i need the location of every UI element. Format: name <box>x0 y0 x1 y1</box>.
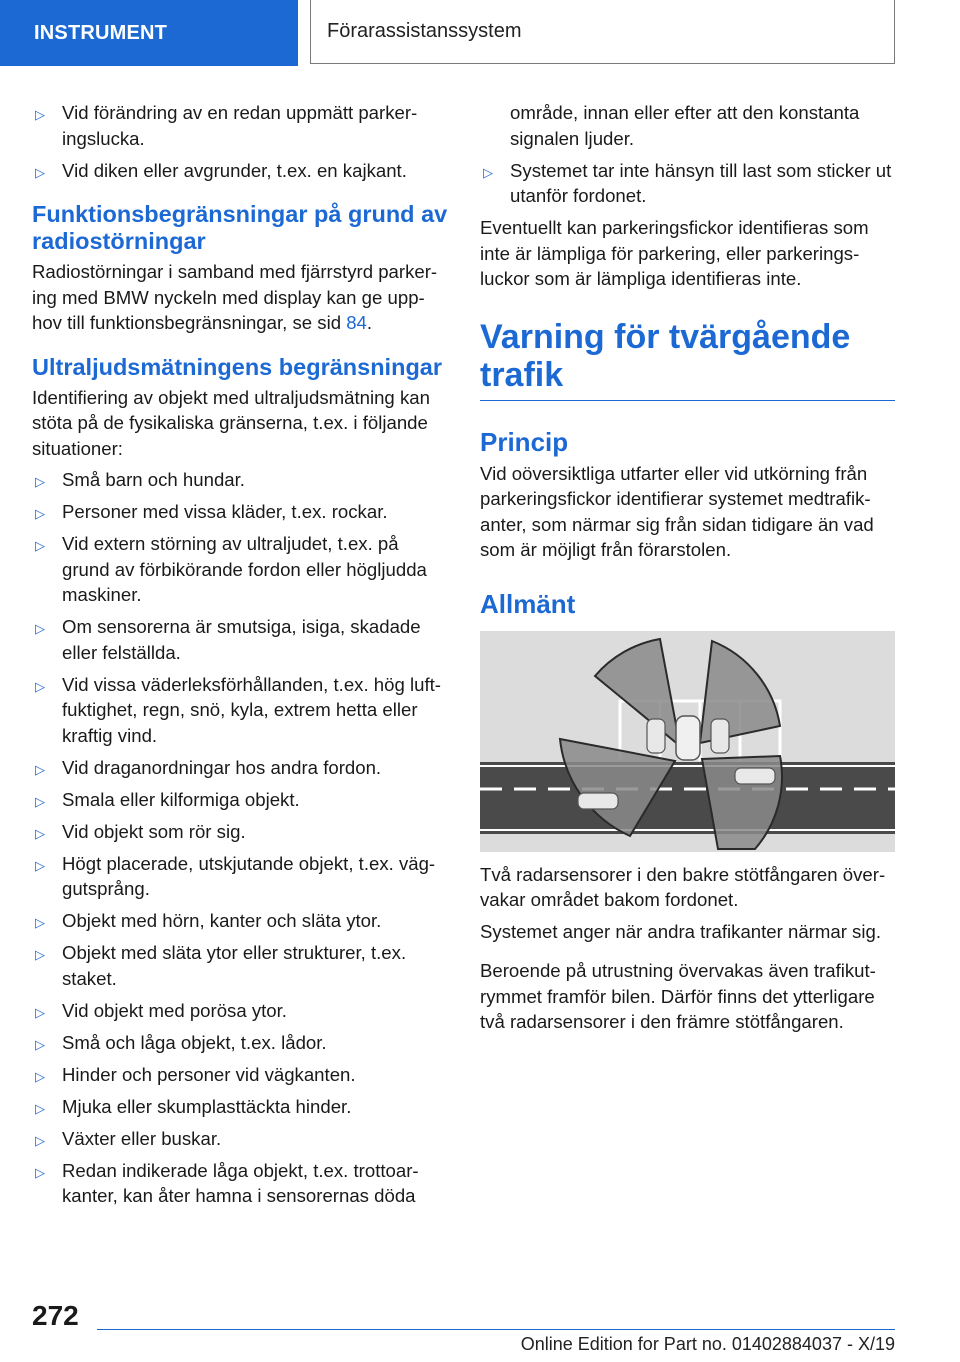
chapter-heading: Varning för tvärgående trafik <box>480 318 895 401</box>
list-item: ▷ Vid extern störning av ultraljudet, t.ex. på grund av förbikörande fordon eller högljudda maskiner. <box>35 533 427 605</box>
list-item: ▷ Vid objekt med porösa ytor. <box>32 998 448 1024</box>
page-link[interactable]: 84 <box>346 312 367 333</box>
list-item: ▷ Personer med vissa kläder, t.ex. rockar. <box>32 499 448 525</box>
list-item: ▷ Växter eller buskar. <box>32 1126 448 1152</box>
list-item: ▷ Objekt med hörn, kanter och släta ytor. <box>32 908 448 934</box>
bullet-triangle-icon: ▷ <box>35 948 45 963</box>
bullet-triangle-icon: ▷ <box>35 622 45 637</box>
ultrasonic-paragraph: Identifiering av objekt med ultraljudsmätning kan stöta på de fysikaliska gränserna, t.ex. i följande situationer: <box>32 386 430 459</box>
bullet-triangle-icon: ▷ <box>35 794 45 810</box>
header-section-tab <box>0 0 298 66</box>
allmant-paragraph-1: Två radarsensorer i den bakre stötfångaren över-vakar området bakom fordonet. <box>480 863 886 910</box>
bullet-triangle-icon: ▷ <box>35 108 45 123</box>
list-item: ▷ Vid draganordningar hos andra fordon. <box>32 755 448 781</box>
list-item: ▷ Objekt med släta ytor eller strukturer, t.ex. staket. <box>35 942 407 989</box>
footer-edition: Online Edition for Part no. 01402884037 - X/19 <box>520 1334 895 1354</box>
bullet-triangle-icon: ▷ <box>35 826 45 842</box>
heading-radio-limitations: Funktionsbegränsningar på grund av radiostörningar <box>32 201 448 254</box>
list-item: ▷ Mjuka eller skumplasttäckta hinder. <box>32 1094 448 1120</box>
allmant-paragraph-2: Systemet anger när andra trafikanter närmar sig. <box>480 920 881 942</box>
bullet-triangle-icon: ▷ <box>35 165 45 181</box>
crossing-car-left <box>578 793 618 809</box>
header-section-label: INSTRUMENT <box>34 21 168 44</box>
parking-paragraph: Eventuellt kan parkeringsfickor identifieras som inte är lämpliga för parkering, eller parkerings-luckor som är lämpliga identifieras inte. <box>480 217 869 289</box>
bullet-triangle-icon: ▷ <box>483 165 493 181</box>
header-title-box <box>310 0 895 64</box>
list-item: ▷ Hinder och personer vid vägkanten. <box>32 1062 448 1088</box>
bullet-triangle-icon: ▷ <box>35 1165 45 1181</box>
radio-paragraph: Radiostörningar i samband med fjärrstyrd parker-ing med BMW nyckeln med display kan ge upp-hov till funktionsbegränsningar, se sid 84. <box>32 261 438 333</box>
footer-rule <box>97 1329 895 1330</box>
list-item: ▷ Vid vissa väderleksförhållanden, t.ex. hög luft-fuktighet, regn, snö, kyla, extrem hetta eller kraftig vind. <box>35 673 441 746</box>
page-number: 272 <box>32 1300 79 1331</box>
cross-traffic-illustration <box>480 631 895 852</box>
bullet-triangle-icon: ▷ <box>35 1101 45 1117</box>
road <box>480 762 895 834</box>
list-item: ▷ Smala eller kilformiga objekt. <box>32 787 448 813</box>
list-item: ▷ Vid förändring av en redan uppmätt parker-ingslucka. <box>35 102 418 149</box>
bullet-triangle-icon: ▷ <box>35 916 45 931</box>
list-item: ▷ Vid objekt som rör sig. <box>32 819 448 845</box>
bullet-triangle-icon: ▷ <box>35 1037 45 1053</box>
left-column <box>32 100 448 1215</box>
list-item: ▷ Högt placerade, utskjutande objekt, t.ex. väg-gutsprång. <box>35 852 436 899</box>
heading-allmant: Allmänt <box>480 588 576 619</box>
heading-ultrasonic-limitations: Ultraljudsmätningens begränsningar <box>32 353 443 380</box>
list-item: ▷ Systemet tar inte hänsyn till last som sticker ut utanför fordonet. <box>483 159 892 206</box>
list-item: ▷ Små barn och hundar. <box>32 467 448 493</box>
bullet-triangle-icon: ▷ <box>35 1069 45 1085</box>
bullet-triangle-icon: ▷ <box>35 762 45 778</box>
list-item: ▷ Små och låga objekt, t.ex. lådor. <box>32 1030 448 1056</box>
bullet-triangle-icon: ▷ <box>35 507 45 522</box>
bullet-triangle-icon: ▷ <box>35 539 45 554</box>
ultrasonic-list <box>32 467 448 1209</box>
list-item-continuation: område, innan eller efter att den konstanta signalen ljuder. <box>510 102 860 149</box>
list-item: ▷ Vid diken eller avgrunder, t.ex. en kajkant. <box>32 158 448 184</box>
list-item: ▷ Om sensorerna är smutsiga, isiga, skadade eller felställda. <box>35 616 421 663</box>
bullet-triangle-icon: ▷ <box>35 1133 45 1149</box>
allmant-paragraph-3: Beroende på utrustning övervakas även trafikut-rymmet framför bilen. Därför finns det ytterligare två radarsensorer i den främre stötfångaren. <box>480 960 876 1032</box>
bullet-triangle-icon: ▷ <box>35 1005 45 1021</box>
list-item: ▷ Redan indikerade låga objekt, t.ex. trottoar-kanter, kan åter hamna i sensorernas döda <box>35 1159 419 1206</box>
right-column <box>480 100 895 1041</box>
princip-paragraph: Vid oöversiktliga utfarter eller vid utkörning från parkeringsfickor identifierar systemet medtrafik-anter, som närmar sig från sidan tidigare än vad som är möjligt från förarstolen. <box>480 462 874 560</box>
bullet-triangle-icon: ▷ <box>35 679 45 695</box>
crossing-car-right <box>735 768 775 784</box>
bullet-triangle-icon: ▷ <box>35 858 45 874</box>
header-title: Förarassistanssystem <box>327 20 522 42</box>
ego-car <box>676 716 700 760</box>
heading-princip: Princip <box>480 426 569 457</box>
bullet-triangle-icon: ▷ <box>35 475 45 490</box>
